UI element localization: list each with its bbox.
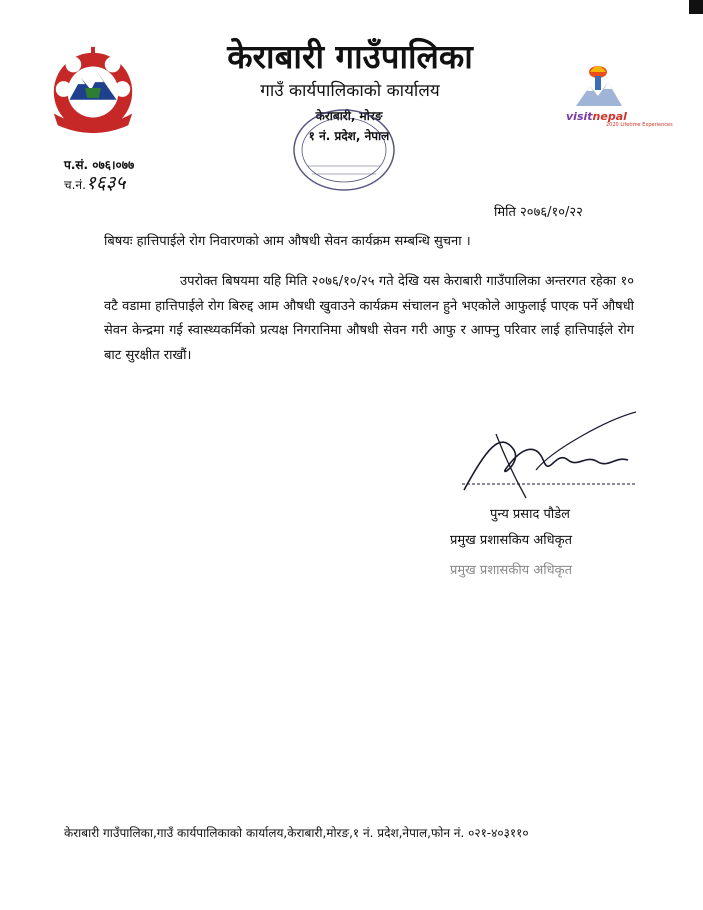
office-address-line1: केराबारी, मोरङ <box>315 109 383 123</box>
visit-nepal-logo <box>564 62 673 146</box>
visit-nepal-tagline <box>606 122 673 128</box>
dispatch-number <box>64 174 125 194</box>
scan-corner-mark <box>689 0 703 14</box>
visit-nepal-tagline-text: Lifetime Experiences <box>620 122 673 128</box>
visit-nepal-year: 2020 <box>606 122 619 128</box>
handwritten-signature <box>456 410 646 510</box>
office-stamp <box>288 104 400 196</box>
signatory-name: पुन्य प्रसाद पौडेल <box>490 507 570 522</box>
office-title: केराबारी गाउँपालिका <box>227 37 473 76</box>
dispatch-number-handwritten: १६३५ <box>85 172 126 194</box>
signatory-rubber-stamp: प्रमुख प्रशासकीय अधिकृत <box>450 563 573 578</box>
office-address-line2: १ नं. प्रदेश, नेपाल <box>308 129 390 143</box>
letter-reference-number: प.सं. ०७६।०७७ <box>64 158 135 172</box>
nepal-emblem-icon <box>44 44 142 136</box>
office-subtitle: गाउँ कार्यपालिकाको कार्यालय <box>260 81 440 101</box>
signatory-title: प्रमुख प्रशासकिय अधिकृत <box>450 533 573 548</box>
letter-footer: केराबारी गाउँपालिका,गाउँ कार्यपालिकाको कार्यालय,केराबारी,मोरङ,१ नं. प्रदेश,नेपाल,फोन नं. ०२१-४०३११० <box>64 826 529 840</box>
visit-word: visit <box>566 110 593 123</box>
dispatch-label: च.नं. <box>64 178 86 192</box>
letter-body: उपरोक्त बिषयमा यहि मिति २०७६/१०/२५ गते देखि यस केराबारी गाउँपालिका अन्तरगत रहेका १० वटै वडामा हात्तिपाईले रोग बिरुद्द आम औषधी खुवाउने कार्यक्रम संचालन हुने भएकोले आफुलाई पाएक पर्ने औषधी सेवन केन्द्रमा गई स्वास्थ्यकर्मिको प्रत्यक्ष निगरानिमा औषधी सेवन गरी आफु र आफ्नु परिवार लाई हात्तिपाईले रोग बाट सुरक्षीत राखौं। <box>104 274 634 363</box>
nepal-word: nepal <box>592 110 627 123</box>
visit-nepal-figure-icon <box>564 62 644 112</box>
letter-date: मिति २०७६/१०/२२ <box>494 205 583 220</box>
letter-subject: बिषयः हात्तिपाईले रोग निवारणको आम औषधी सेवन कार्यक्रम सम्बन्धि सुचना । <box>104 234 471 249</box>
